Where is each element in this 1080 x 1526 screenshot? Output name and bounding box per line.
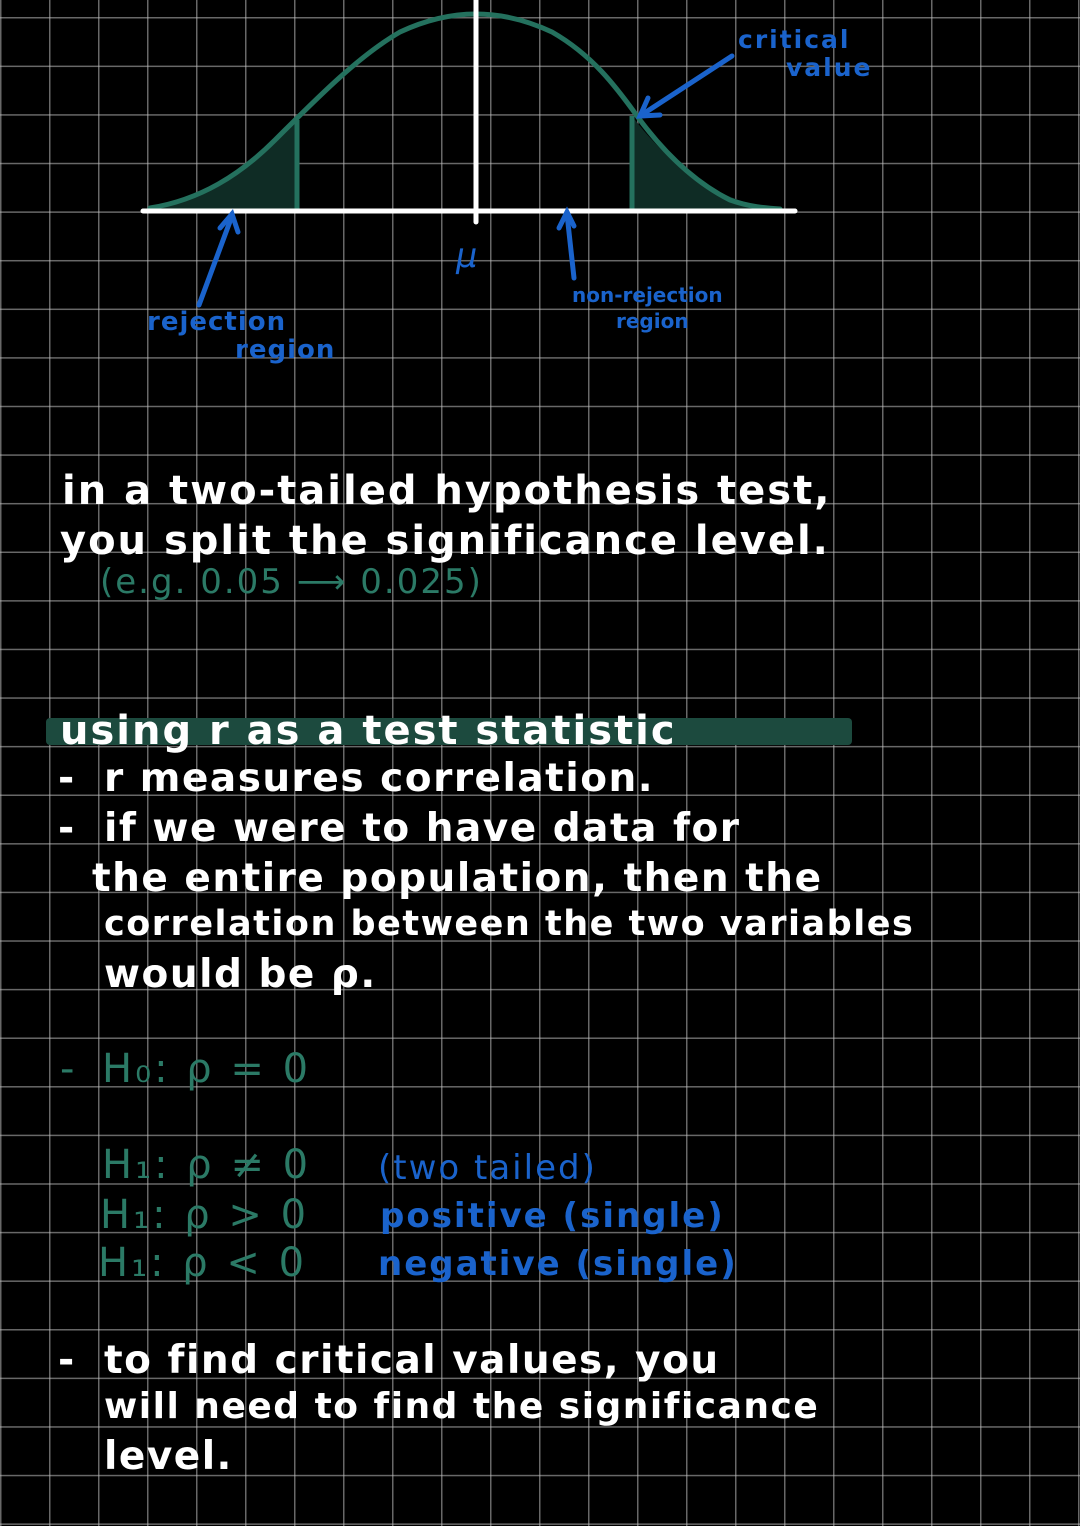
non-rejection-region-label xyxy=(572,282,723,334)
non-rejection-region-label-line1: non-rejection xyxy=(572,283,723,307)
bullet-population-line-4: would be ρ. xyxy=(104,952,377,997)
bullet-population-line-1: if we were to have data for xyxy=(104,806,741,851)
left-rejection-shade xyxy=(150,120,297,209)
rejection-region-label-line1: rejection xyxy=(147,307,287,337)
critical-value-label-line2: value xyxy=(786,53,873,82)
two-tailed-note: (two tailed) xyxy=(378,1148,597,1188)
rejection-arrow xyxy=(199,216,232,305)
alt-hypothesis-two-tailed: H₁: ρ ≠ 0 xyxy=(102,1142,312,1188)
negative-note: negative (single) xyxy=(378,1244,738,1284)
critical-values-dash: - xyxy=(58,1338,76,1383)
bullet-population-line-3: correlation between the two variables xyxy=(104,904,915,944)
mean-label: μ xyxy=(452,236,482,276)
two-tailed-line-1: in a two-tailed hypothesis test, xyxy=(62,468,832,514)
critical-value-label xyxy=(738,26,873,82)
two-tailed-line-2: you split the significance level. xyxy=(60,518,830,564)
critical-values-line-2: will need to find the significance xyxy=(104,1386,820,1427)
non-rejection-region-label-line2: region xyxy=(616,309,689,333)
critical-value-arrow xyxy=(643,56,732,114)
critical-value-label-line1: critical xyxy=(738,25,851,54)
critical-values-line-3: level. xyxy=(104,1434,233,1479)
bullet-dash-1: - xyxy=(58,756,76,801)
null-hypothesis: H₀: ρ = 0 xyxy=(102,1046,312,1092)
section-heading: using r as a test statistic xyxy=(60,708,677,754)
bullet-r-measures: r measures correlation. xyxy=(104,756,655,801)
bullet-population-line-2: the entire population, then the xyxy=(92,856,823,901)
right-rejection-shade xyxy=(632,116,775,209)
alt-hypothesis-negative: H₁: ρ < 0 xyxy=(98,1240,308,1286)
bullet-dash-2: - xyxy=(58,806,76,851)
rejection-region-label xyxy=(147,308,335,364)
positive-note: positive (single) xyxy=(380,1196,725,1236)
significance-example: (e.g. 0.05 ⟶ 0.025) xyxy=(100,562,483,602)
rejection-region-label-line2: region xyxy=(235,335,336,365)
hypotheses-dash: - xyxy=(60,1046,78,1092)
alt-hypothesis-positive: H₁: ρ > 0 xyxy=(100,1192,310,1238)
critical-values-line-1: to find critical values, you xyxy=(104,1338,720,1383)
